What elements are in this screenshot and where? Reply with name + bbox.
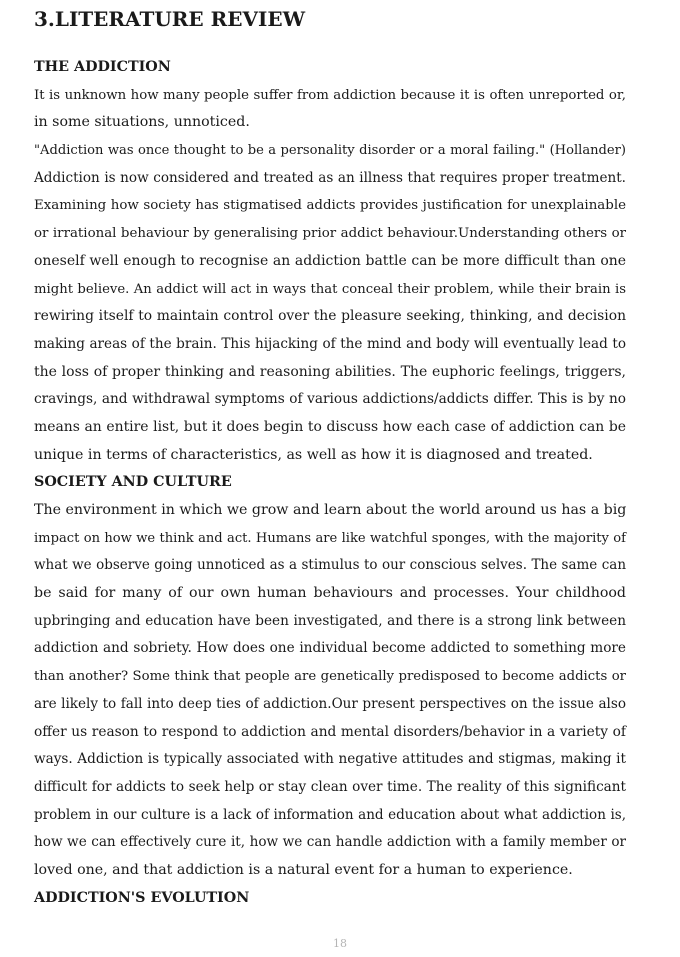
text-line: unique in terms of characteristics, as well as how it is diagnosed and treated. bbox=[34, 446, 593, 463]
text-line: or irrational behaviour by generalising prior addict behaviour.Understanding others or bbox=[34, 226, 626, 242]
text-line: impact on how we think and act. Humans are like watchful sponges, with the majority of bbox=[34, 530, 626, 546]
section-heading: THE ADDICTION bbox=[34, 59, 171, 75]
paragraph bbox=[34, 82, 626, 137]
text-line: offer us reason to respond to addiction and mental disorders/behavior in a variety of bbox=[34, 723, 626, 740]
text-line: than another? Some think that people are genetically predisposed to become addicts or bbox=[34, 669, 626, 685]
text-line: cravings, and withdrawal symptoms of various addictions/addicts differ. This is by no bbox=[34, 391, 626, 408]
text-line: be said for many of our own human behaviours and processes. Your childhood bbox=[34, 585, 626, 602]
chapter-title: 3.LITERATURE REVIEW bbox=[34, 7, 306, 31]
page-number: 18 bbox=[333, 937, 347, 950]
text-line: addiction and sobriety. How does one individual become addicted to something more bbox=[34, 640, 626, 657]
text-line: how we can effectively cure it, how we can handle addiction with a family member or bbox=[34, 834, 626, 851]
text-line: making areas of the brain. This hijacking of the mind and body will eventually lead to bbox=[34, 335, 626, 352]
text-line: "Addiction was once thought to be a personality disorder or a moral failing." (Hollander) bbox=[34, 143, 626, 159]
text-line: problem in our culture is a lack of information and education about what addiction is, bbox=[34, 806, 626, 823]
text-line: ways. Addiction is typically associated with negative attitudes and stigmas, making it bbox=[34, 751, 626, 768]
text-line: means an entire list, but it does begin to discuss how each case of addiction can be bbox=[34, 418, 626, 435]
text-line: rewiring itself to maintain control over the pleasure seeking, thinking, and decision bbox=[34, 308, 626, 325]
section-heading: SOCIETY AND CULTURE bbox=[34, 474, 232, 491]
document-body bbox=[34, 54, 626, 912]
text-line: Examining how society has stigmatised addicts provides justification for unexplainable bbox=[34, 198, 626, 214]
paragraph bbox=[34, 137, 626, 469]
text-line: It is unknown how many people suffer from addiction because it is often unreported or, bbox=[34, 87, 626, 103]
text-line: might believe. An addict will act in ways that conceal their problem, while their brain is bbox=[34, 281, 626, 297]
text-line: Addiction is now considered and treated as an illness that requires proper treatment. bbox=[34, 169, 626, 186]
text-line: The environment in which we grow and learn about the world around us has a big bbox=[34, 502, 627, 518]
text-line: what we observe going unnoticed as a stimulus to our conscious selves. The same can bbox=[34, 557, 626, 574]
text-line: upbringing and education have been investigated, and there is a strong link between bbox=[34, 612, 626, 629]
text-line: difficult for addicts to seek help or stay clean over time. The reality of this significant bbox=[34, 778, 626, 795]
text-line: oneself well enough to recognise an addiction battle can be more difficult than one bbox=[34, 252, 626, 269]
section-society-and-culture bbox=[34, 469, 626, 884]
text-line: loved one, and that addiction is a natural event for a human to experience. bbox=[34, 861, 573, 878]
text-line: the loss of proper thinking and reasoning abilities. The euphoric feelings, triggers, bbox=[34, 363, 626, 380]
text-line: in some situations, unnoticed. bbox=[34, 114, 250, 131]
text-line: are likely to fall into deep ties of addiction.Our present perspectives on the issue also bbox=[34, 695, 626, 712]
section-heading: ADDICTION'S EVOLUTION bbox=[34, 889, 250, 906]
paragraph bbox=[34, 497, 626, 885]
section-addictions-evolution bbox=[34, 885, 626, 913]
section-the-addiction bbox=[34, 54, 626, 469]
